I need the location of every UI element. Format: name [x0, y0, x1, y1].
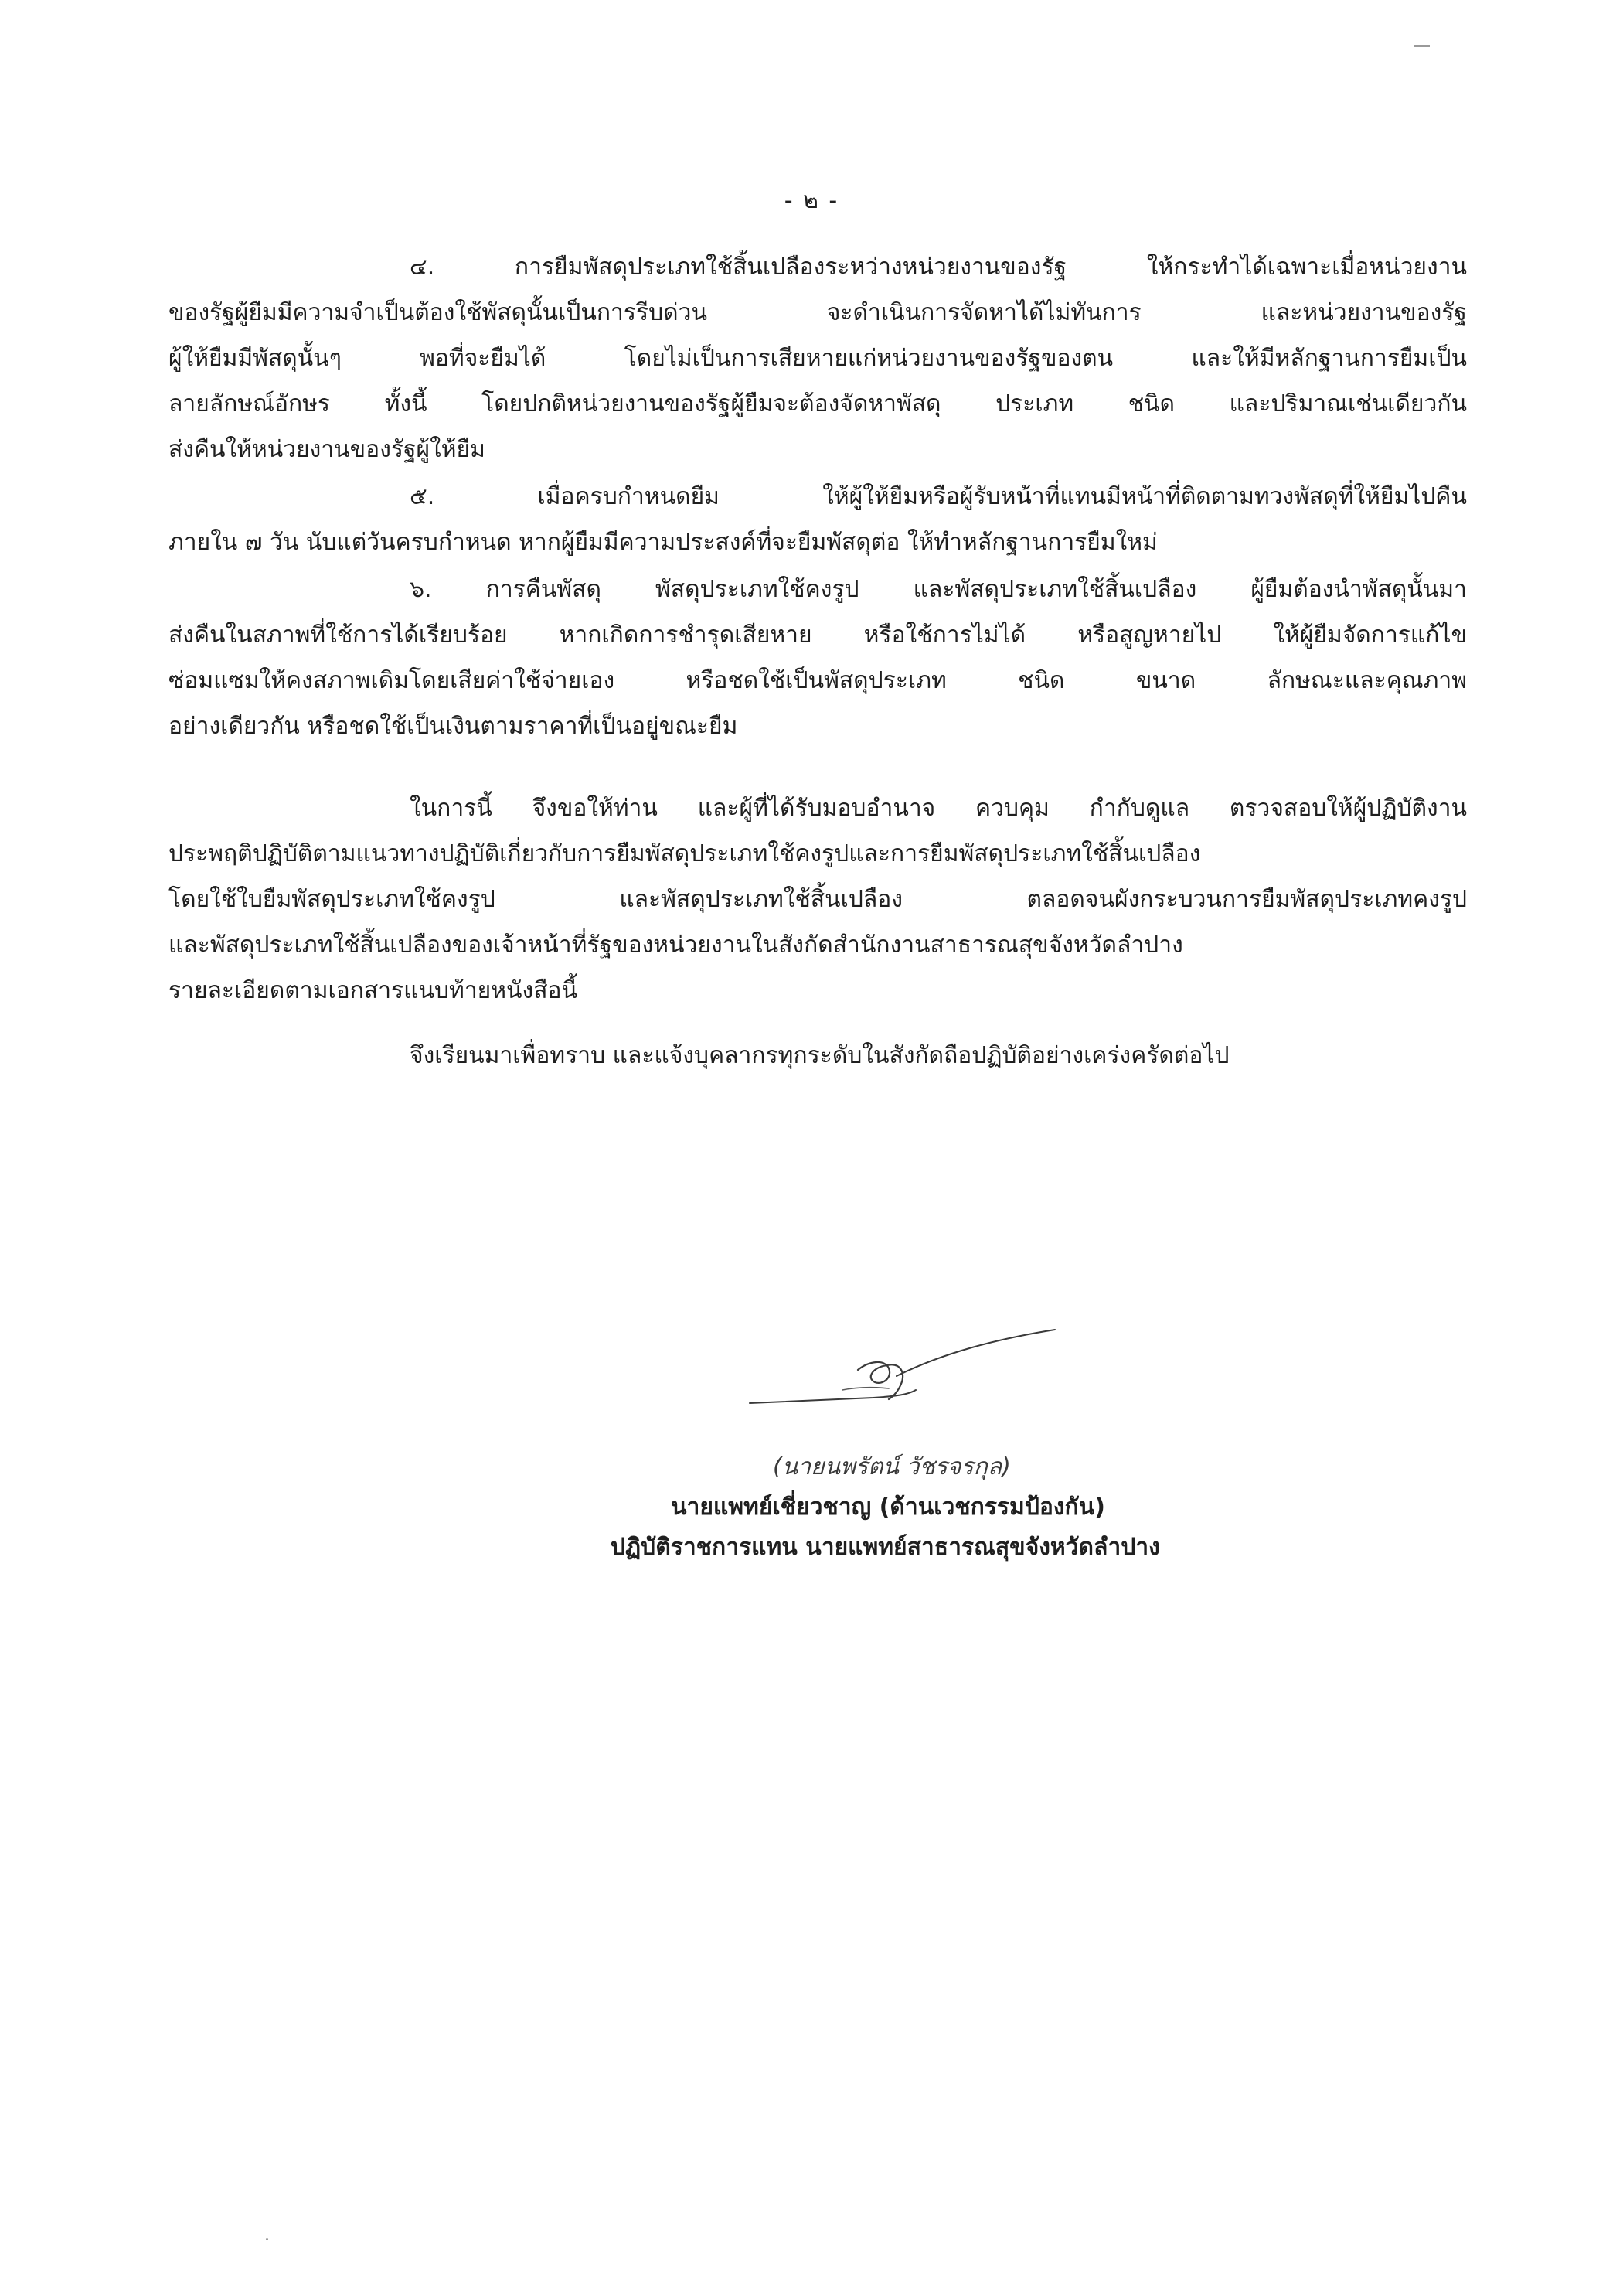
paragraph-line: ส่งคืนให้หน่วยงานของรัฐผู้ให้ยืม [168, 436, 485, 463]
paragraph-line: ของรัฐผู้ยืมมีความจำเป็นต้องใช้พัสดุนั้นเป็นการรีบด่วน จะดำเนินการจัดหาได้ไม่ทันการ และหน่วยงานของรัฐ [168, 299, 1467, 326]
paragraph-line: จึงเรียนมาเพื่อทราบ และแจ้งบุคลากรทุกระดับในสังกัดถือปฏิบัติอย่างเคร่งครัดต่อไป [410, 1042, 1230, 1069]
paragraph-line: ๖. การคืนพัสดุ พัสดุประเภทใช้คงรูป และพัสดุประเภทใช้สิ้นเปลือง ผู้ยืมต้องนำพัสดุนั้นมา [410, 576, 1467, 603]
signatory-position: นายแพทย์เชี่ยวชาญ (ด้านเวชกรรมป้องกัน) [671, 1494, 1105, 1521]
paragraph-line: ๕. เมื่อครบกำหนดยืม ให้ผู้ให้ยืมหรือผู้รับหน้าที่แทนมีหน้าที่ติดตามทวงพัสดุที่ให้ยืมไปคืน [410, 483, 1467, 510]
page-number: - ๒ - [784, 187, 839, 214]
paragraph-line: รายละเอียดตามเอกสารแนบท้ายหนังสือนี้ [168, 977, 578, 1004]
paragraph-line: ๔. การยืมพัสดุประเภทใช้สิ้นเปลืองระหว่างหน่วยงานของรัฐ ให้กระทำได้เฉพาะเมื่อหน่วยงาน [410, 254, 1467, 281]
signatory-name: (นายนพรัตน์ วัชรจรกุล) [773, 1453, 1011, 1480]
paragraph-line: และพัสดุประเภทใช้สิ้นเปลืองของเจ้าหน้าที่รัฐของหน่วยงานในสังกัดสำนักงานสาธารณสุขจังหวัดลำปาง [168, 932, 1183, 959]
scan-speck [266, 2238, 268, 2240]
paragraph-line: ลายลักษณ์อักษร ทั้งนี้ โดยปกติหน่วยงานของรัฐผู้ยืมจะต้องจัดหาพัสดุ ประเภท ชนิด และปริมาณเช่นเดียวกัน [168, 390, 1467, 417]
paragraph-line: โดยใช้ใบยืมพัสดุประเภทใช้คงรูป และพัสดุประเภทใช้สิ้นเปลือง ตลอดจนผังกระบวนการยืมพัสดุประเภทคงรูป [168, 886, 1467, 913]
paragraph-line: ซ่อมแซมให้คงสภาพเดิมโดยเสียค่าใช้จ่ายเอง หรือชดใช้เป็นพัสดุประเภท ชนิด ขนาด ลักษณะและคุณภาพ [168, 667, 1467, 694]
scan-mark [1414, 45, 1430, 47]
paragraph-line: ประพฤติปฏิบัติตามแนวทางปฏิบัติเกี่ยวกับการยืมพัสดุประเภทใช้คงรูปและการยืมพัสดุประเภทใช้สิ้นเปลือง [168, 840, 1201, 867]
paragraph-line: ภายใน ๗ วัน นับแต่วันครบกำหนด หากผู้ยืมมีความประสงค์ที่จะยืมพัสดุต่อ ให้ทำหลักฐานการยืมใหม่ [168, 529, 1158, 556]
signatory-acting-for: ปฏิบัติราชการแทน นายแพทย์สาธารณสุขจังหวัดลำปาง [611, 1534, 1160, 1561]
handwritten-signature [742, 1322, 1067, 1415]
paragraph-line: ผู้ให้ยืมมีพัสดุนั้นๆ พอที่จะยืมได้ โดยไม่เป็นการเสียหายแก่หน่วยงานของรัฐของตน และให้มีหลักฐานการยืมเป็น [168, 345, 1467, 372]
paragraph-line: ในการนี้ จึงขอให้ท่าน และผู้ที่ได้รับมอบอำนาจ ควบคุม กำกับดูแล ตรวจสอบให้ผู้ปฏิบัติงาน [410, 795, 1467, 822]
paragraph-line: ส่งคืนในสภาพที่ใช้การได้เรียบร้อย หากเกิดการชำรุดเสียหาย หรือใช้การไม่ได้ หรือสูญหายไป ให้ผู้ยืมจัดการแก้ไข [168, 622, 1467, 649]
paragraph-line: อย่างเดียวกัน หรือชดใช้เป็นเงินตามราคาที่เป็นอยู่ขณะยืม [168, 713, 738, 740]
